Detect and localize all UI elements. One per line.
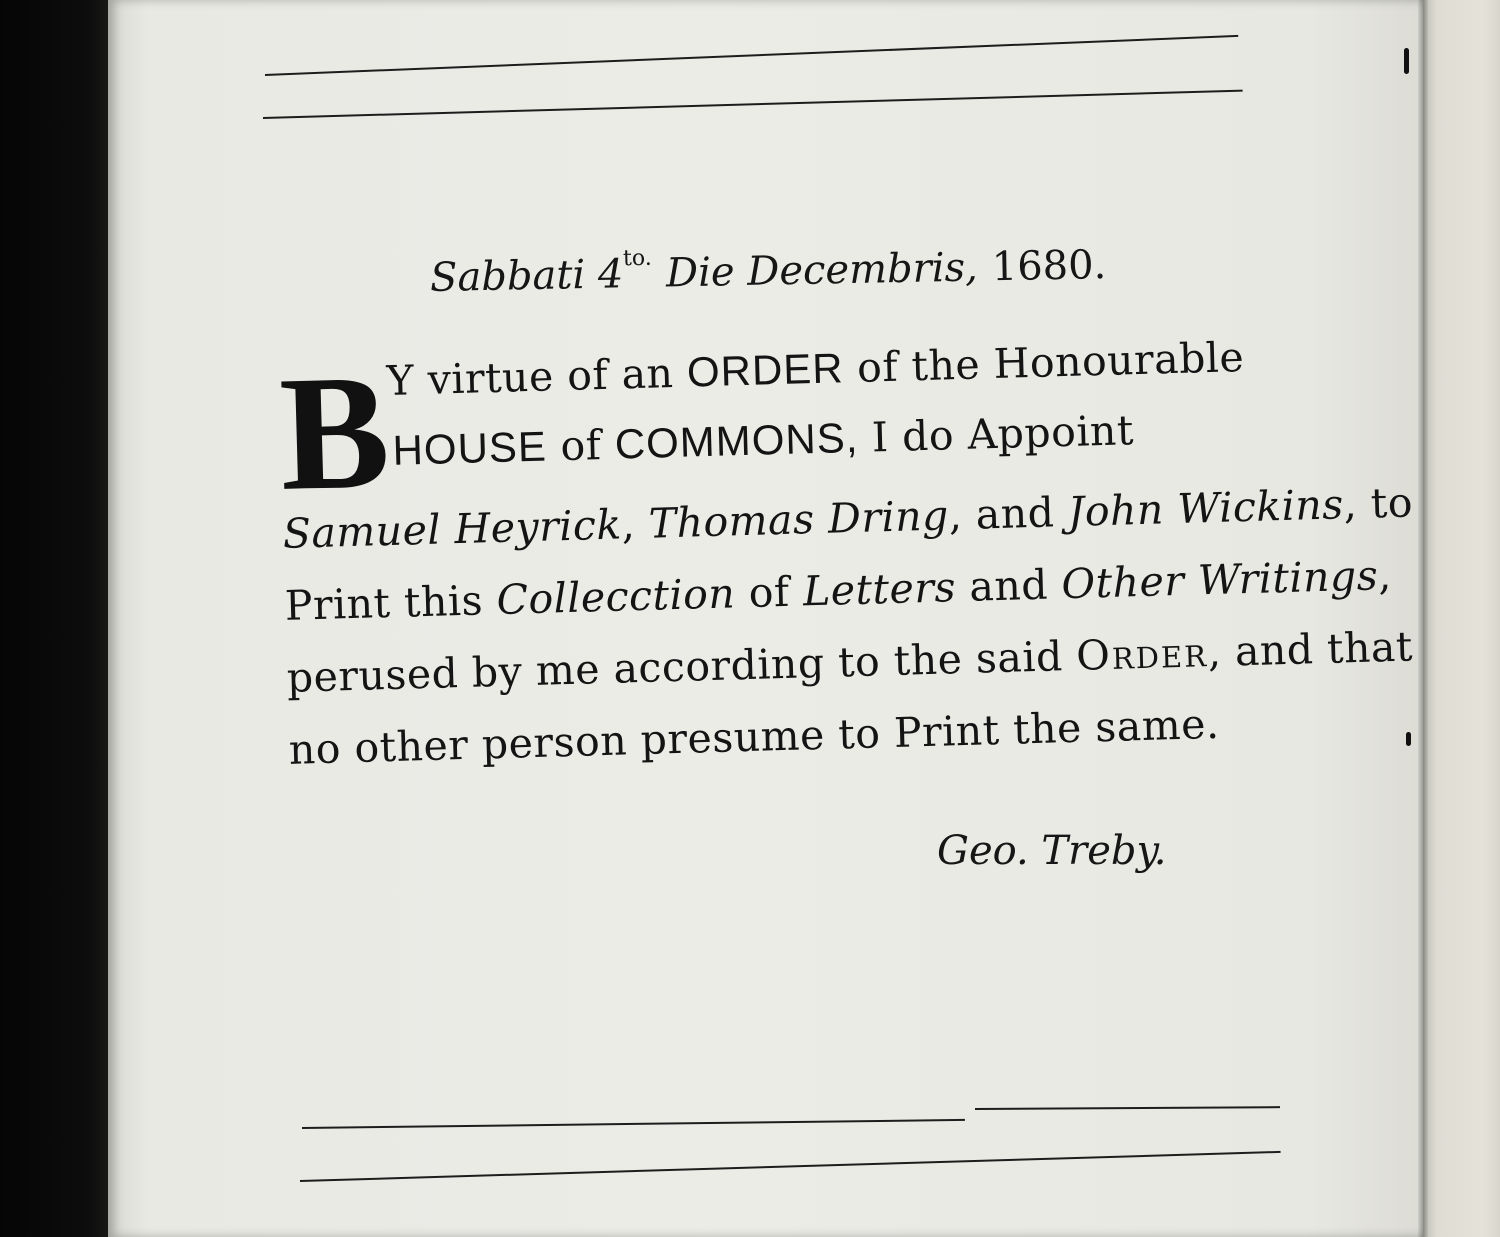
date-ordinal: to.: [622, 245, 652, 272]
text-line-6: no other person presume to Print the same.: [288, 699, 1221, 774]
date-year: 1680.: [991, 242, 1107, 291]
name-john-wickins: John Wickins: [1067, 480, 1345, 536]
date-middle: Die Decembris,: [665, 244, 979, 297]
line2-house: HOUSE: [391, 422, 548, 474]
line5-text-a: perused by me according to the said: [286, 632, 1064, 702]
line4-and: and: [968, 560, 1049, 611]
book-binding-edge: [0, 0, 112, 1237]
page-gutter: [1418, 0, 1428, 1237]
line5-text-c: , and that: [1207, 622, 1414, 677]
line2-commons: COMMONS,: [614, 413, 860, 468]
line4-letters: Letters: [802, 563, 957, 616]
date-prefix: Sabbati 4: [429, 251, 624, 301]
line3-tail: , to: [1342, 478, 1414, 529]
name-thomas-dring: Thomas Dring: [648, 491, 950, 548]
line3-sep1: ,: [620, 500, 636, 549]
line1-text-a: Y virtue of an: [385, 348, 675, 405]
line5-order: Order: [1075, 628, 1209, 680]
drop-cap: B: [277, 340, 392, 525]
line2-of: of: [559, 421, 602, 471]
line2-appoint: I do Appoint: [871, 406, 1135, 462]
adjacent-page-edge: [1423, 0, 1500, 1237]
line1-order-word: ORDER: [686, 344, 845, 396]
line1-text-c: of the Honourable: [856, 333, 1245, 392]
line4-collection: Collecction: [495, 569, 736, 624]
line4-comma: ,: [1377, 550, 1393, 600]
name-samuel-heyrick: Samuel Heyrick: [282, 500, 623, 558]
line4-other-writings: Other Writings: [1060, 551, 1379, 609]
ink-mark: [1404, 48, 1409, 74]
line3-sep2: , and: [948, 488, 1056, 540]
signature: Geo. Treby.: [937, 828, 1167, 874]
line4-text-a: Print this: [284, 576, 484, 630]
line4-of: of: [748, 567, 791, 617]
ink-mark: [1406, 732, 1411, 746]
